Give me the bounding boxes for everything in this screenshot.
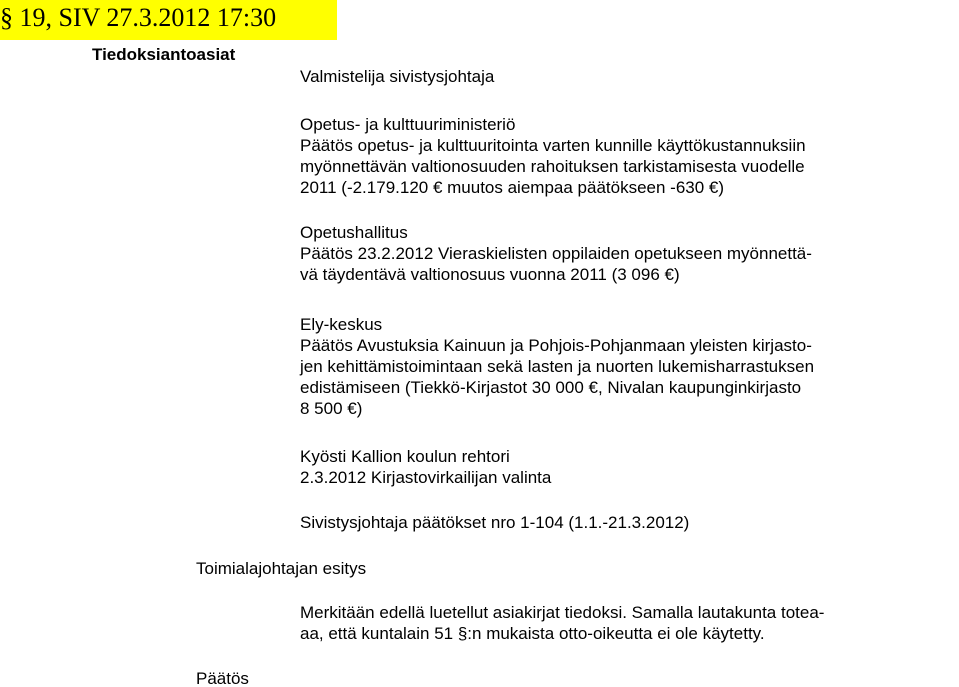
preparer-line: Valmistelija sivistysjohtaja (300, 67, 495, 86)
item-line: vä täydentävä valtionosuus vuonna 2011 (3 096 €) (300, 265, 680, 284)
item-line: Päätös Avustuksia Kainuun ja Pohjois-Pohjanmaan yleisten kirjasto- (300, 336, 812, 355)
item-line: Päätös opetus- ja kulttuuritointa varten kunnille käyttökustannuksiin (300, 136, 806, 155)
item-ely-keskus (300, 314, 910, 419)
tiedoksiantoasiat-label: Tiedoksiantoasiat (92, 45, 236, 64)
item-line: jen kehittämistoimintaan sekä lasten ja nuorten lukemisharrastuksen (300, 357, 815, 376)
proposal-line: Merkitään edellä luetellut asiakirjat tiedoksi. Samalla lautakunta totea- (300, 603, 825, 622)
item-line: Sivistysjohtaja päätökset nro 1-104 (1.1.-21.3.2012) (300, 513, 690, 532)
item-line: Päätös 23.2.2012 Vieraskielisten oppilaiden opetukseen myönnettä- (300, 244, 812, 263)
item-rehtori (300, 446, 910, 488)
paatos-label: Päätös (196, 669, 249, 687)
toimialajohtajan-esitys-label: Toimialajohtajan esitys (196, 559, 367, 578)
item-line: edistämiseen (Tiekkö-Kirjastot 30 000 €, Nivalan kaupunginkirjasto (300, 378, 802, 397)
item-line: Ely-keskus (300, 315, 383, 334)
proposal-text (300, 602, 910, 644)
item-line: Opetus- ja kulttuuriministeriö (300, 115, 516, 134)
item-line: Opetushallitus (300, 223, 408, 242)
proposal-line: aa, että kuntalain 51 §:n mukaista otto-oikeutta ei ole käytetty. (300, 624, 765, 643)
section-heading: § 19, SIV 27.3.2012 17:30 (0, 3, 277, 32)
item-sivistysjohtaja (300, 512, 910, 533)
item-line: 8 500 €) (300, 399, 363, 418)
item-line: 2011 (-2.179.120 € muutos aiempaa päätökseen -630 €) (300, 178, 725, 197)
item-line: Kyösti Kallion koulun rehtori (300, 447, 510, 466)
item-line: myönnettävän valtionosuuden rahoituksen tarkistamisesta vuodelle (300, 157, 805, 176)
item-ministry (300, 114, 910, 198)
item-line: 2.3.2012 Kirjastovirkailijan valinta (300, 468, 552, 487)
item-opetushallitus (300, 222, 910, 285)
